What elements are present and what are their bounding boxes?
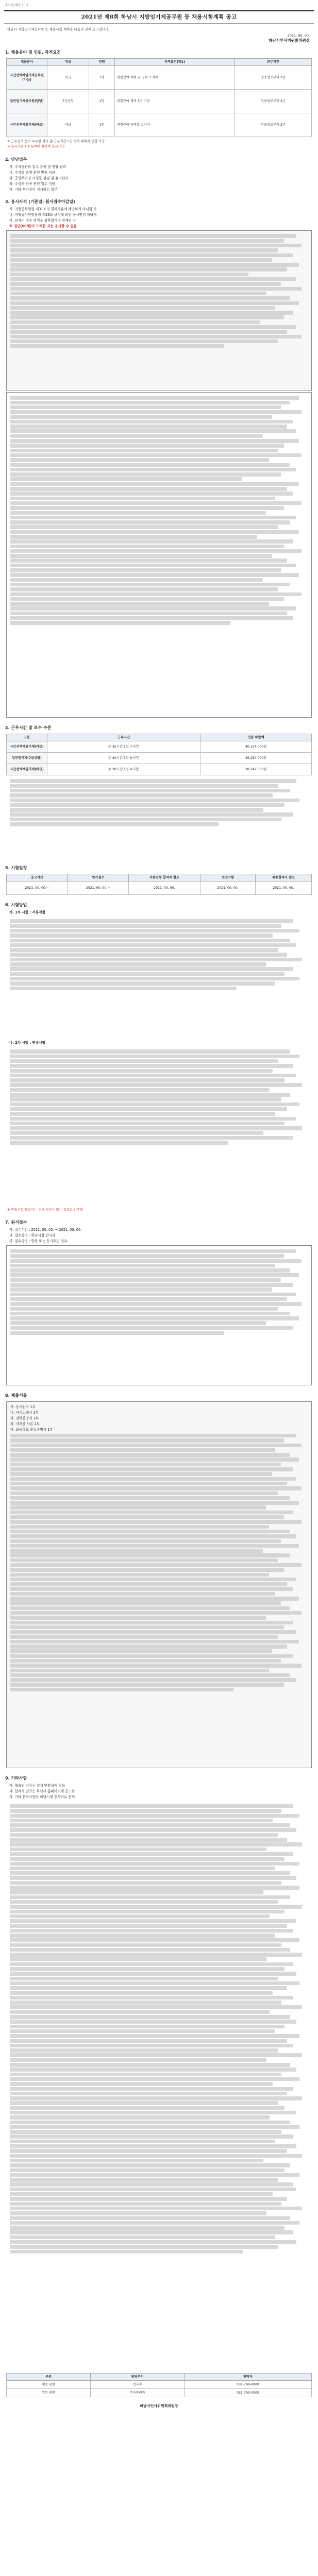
table-header: 담당부서	[91, 2374, 185, 2381]
table-cell: 2021. 00. 00.	[200, 881, 255, 894]
table-header: 근무기간	[235, 59, 311, 66]
list-item: 다. 남자의 경우 병역을 필하였거나 면제된 자	[9, 218, 76, 223]
table-cell: 2021. 00. 00.	[256, 881, 312, 894]
table-cell: 031-790-0000	[184, 2381, 311, 2389]
table-cell: 40,154,000원	[200, 741, 312, 752]
table-header: 구분	[7, 734, 47, 741]
table-cell: 관련분야 자격증 소지자	[114, 113, 235, 137]
table-cell: 주 40시간(1일 8시간)	[47, 752, 200, 764]
section-heading-6: 6. 시험방법	[5, 902, 27, 907]
footer-issuer: 하남시인사위원회위원장	[140, 2404, 178, 2409]
contact-table	[6, 2373, 312, 2397]
table-cell: 주차관리과	[91, 2389, 185, 2397]
recruit-notes	[0, 138, 318, 150]
list-item: 다. 기타 문의사항은 하남시청 인사과로 문의	[9, 1795, 75, 1800]
schedule-table	[6, 874, 312, 895]
table-row	[7, 741, 312, 752]
table-cell: 관련분야 학위 및 경력 소지자	[114, 66, 235, 90]
table-cell: 1명	[89, 113, 115, 137]
issuer-name: 하남시인사위원회위원장	[269, 38, 310, 43]
list-item: 다. 공영주차장 시설물 점검 및 유지관리	[9, 176, 69, 180]
table-cell: 임용일로부터 2년	[235, 113, 311, 137]
misc-list	[0, 1783, 318, 1800]
issue-date: 2021. 00. 00.	[287, 33, 310, 38]
section-heading-8: 8. 제출서류	[5, 1393, 27, 1398]
table-cell: 시간선택제임기제공무원(가급)	[7, 66, 47, 90]
table-cell: 일반임기제(7급상당)	[7, 752, 47, 764]
header-tag: 게시판(채용공고)	[5, 4, 28, 7]
table-cell: 인사과	[91, 2381, 185, 2389]
table-header: 공고기간	[7, 874, 68, 881]
method-note	[0, 1207, 318, 1214]
section-heading-9: 9. 기타사항	[5, 1776, 27, 1781]
list-item: 마. 기타 부서장이 지시하는 업무	[9, 187, 58, 192]
list-item: 가. 제출된 서류는 일체 반환하지 않음	[9, 1784, 65, 1788]
documents-list	[10, 1404, 308, 1433]
warning-text: ※ 정년(60세)이 도래한 자는 응시할 수 없음	[9, 224, 77, 228]
list-item: 가. 주차장관리 업무 총괄 및 현황 관리	[9, 164, 66, 169]
list-item: 가. 지방공무원법 제31조의 결격사유에 해당하지 아니한 자	[9, 207, 97, 211]
table-header: 인원	[89, 59, 115, 66]
table-cell: 주 20시간(1일 4시간)	[47, 764, 200, 775]
page-title: 2021년 제8회 하남시 지방임기제공무원 등 채용시험계획 공고	[81, 14, 237, 21]
table-header: 연봉 하한액	[200, 734, 312, 741]
table-row	[7, 752, 312, 764]
list-item: 다. 접수방법 : 방문 또는 등기우편 접수	[9, 1239, 68, 1244]
table-header-row	[7, 874, 312, 881]
list-item: 가. 1차 시험 : 서류전형	[9, 910, 45, 914]
table-row	[7, 2389, 312, 2397]
table-cell: 1명	[89, 66, 115, 90]
pay-table	[6, 734, 312, 775]
title-block	[4, 10, 314, 24]
table-row	[7, 2381, 312, 2389]
list-item: 나. 지방공무원임용령 제19조 규정에 의한 응시연령 해당자	[9, 212, 97, 217]
misc-body	[6, 1801, 312, 2372]
table-cell: 35,260,000원	[200, 752, 312, 764]
list-item: 가. 접수기간 : 2021. 00. 00. ~ 2021. 00. 00.	[9, 1228, 82, 1232]
table-cell: 시간선택제임기제(가급)	[7, 741, 47, 752]
table-cell: 20,147,000원	[200, 764, 312, 775]
table-header: 직급	[47, 59, 89, 66]
table-cell: 2021. 00. 00.	[128, 881, 200, 894]
method-body-2	[6, 1047, 312, 1206]
list-item: 나. 합격자 발표는 하남시 홈페이지에 공고함	[9, 1789, 75, 1794]
table-header: 자격요건(택1)	[114, 59, 235, 66]
method-list-2	[0, 1040, 318, 1046]
table-cell: 1명	[89, 90, 115, 113]
list-item: 가. 응시원서 1부	[10, 1405, 36, 1410]
table-cell: 시간선택제임기제(마급)	[7, 113, 47, 137]
table-cell: 마급	[47, 66, 89, 90]
table-header-row	[7, 734, 312, 741]
table-header: 원서접수	[68, 874, 128, 881]
section-heading-2: 2. 담당업무	[5, 157, 27, 162]
list-item: 나. 주차장 운영 관련 민원 처리	[9, 170, 56, 175]
table-cell: 임용일로부터 2년	[235, 90, 311, 113]
table-row	[7, 66, 312, 90]
duties-list	[0, 164, 318, 193]
intro-text: 하남시 지방임기제공무원 등 채용시험 계획을 다음과 같이 공고합니다.	[7, 27, 110, 32]
list-item: 라. 자격증 사본 1부	[10, 1422, 40, 1427]
list-item: 나. 자기소개서 1부	[10, 1411, 39, 1415]
table-row	[7, 90, 312, 113]
section-heading-4: 4. 근무시간 및 보수 수준	[5, 725, 52, 730]
table-cell: 7급상당	[47, 90, 89, 113]
section-heading-7: 7. 원서접수	[5, 1220, 27, 1225]
list-item: 나. 2차 시험 : 면접시험	[9, 1040, 45, 1045]
section-heading-1: 1. 채용분야 및 인원, 자격요건	[5, 50, 61, 55]
table-header: 구분	[7, 2374, 91, 2381]
list-item: 다. 경력증명서 1부	[10, 1416, 39, 1421]
table-header: 채용분야	[7, 59, 47, 66]
note-text: ※ 응시자는 1개 분야에 한하여 응시 가능	[7, 145, 65, 148]
list-item: 마. 최종학교 졸업증명서 1부	[10, 1428, 53, 1432]
table-cell: 주 35시간(1일 7시간)	[47, 741, 200, 752]
table-cell: 2021. 00. 00.~	[7, 881, 68, 894]
recruit-table	[6, 58, 312, 137]
application-list	[0, 1227, 318, 1244]
section-heading-5: 5. 시험일정	[5, 865, 27, 870]
application-box	[6, 1245, 312, 1385]
table-cell: 마급	[47, 113, 89, 137]
note-text: ※ 근무실적 등이 우수한 경우 총 근무기간 5년 범위 내에서 연장 가능	[7, 140, 105, 144]
table-cell: 채용 관련	[7, 2381, 91, 2389]
table-header-row	[7, 2374, 312, 2381]
legal-text-box	[6, 230, 312, 391]
table-header: 서류전형 합격자 발표	[128, 874, 200, 881]
table-row	[7, 113, 312, 137]
table-header: 연락처	[184, 2374, 311, 2381]
table-cell: 2021. 00. 00.~	[68, 881, 128, 894]
pay-notes-box	[6, 776, 312, 858]
documents-box	[6, 1401, 312, 1768]
table-cell: 031-790-0000	[184, 2389, 311, 2397]
table-header: 최종합격자 발표	[256, 874, 312, 881]
table-row	[7, 881, 312, 894]
table-cell: 시간선택제임기제(마급)	[7, 764, 47, 775]
table-cell: 관련분야 경력 3년 이상	[114, 90, 235, 113]
table-cell: 업무 관련	[7, 2389, 91, 2397]
issuer-block	[0, 32, 318, 43]
table-cell: 임용일로부터 2년	[235, 66, 311, 90]
table-header: 면접시험	[200, 874, 255, 881]
list-item: 나. 접수장소 : 하남시청 인사과	[9, 1233, 56, 1238]
table-row	[7, 764, 312, 775]
method-body-1	[6, 917, 312, 1039]
list-item: 라. 주정차 단속 관련 업무 지원	[9, 181, 56, 186]
method-list	[0, 910, 318, 916]
table-header: 근무시간	[47, 734, 200, 741]
table-cell: 일반임기제공무원(담당)	[7, 90, 47, 113]
section-heading-3: 3. 응시자격 (기준일: 원서접수마감일)	[5, 199, 75, 204]
legal-text-box-2	[6, 392, 312, 718]
note-text: ※ 면접시험 불참자는 응시 의사가 없는 것으로 간주함	[7, 1208, 83, 1212]
eligibility-list	[0, 207, 318, 229]
table-header-row	[7, 59, 312, 66]
